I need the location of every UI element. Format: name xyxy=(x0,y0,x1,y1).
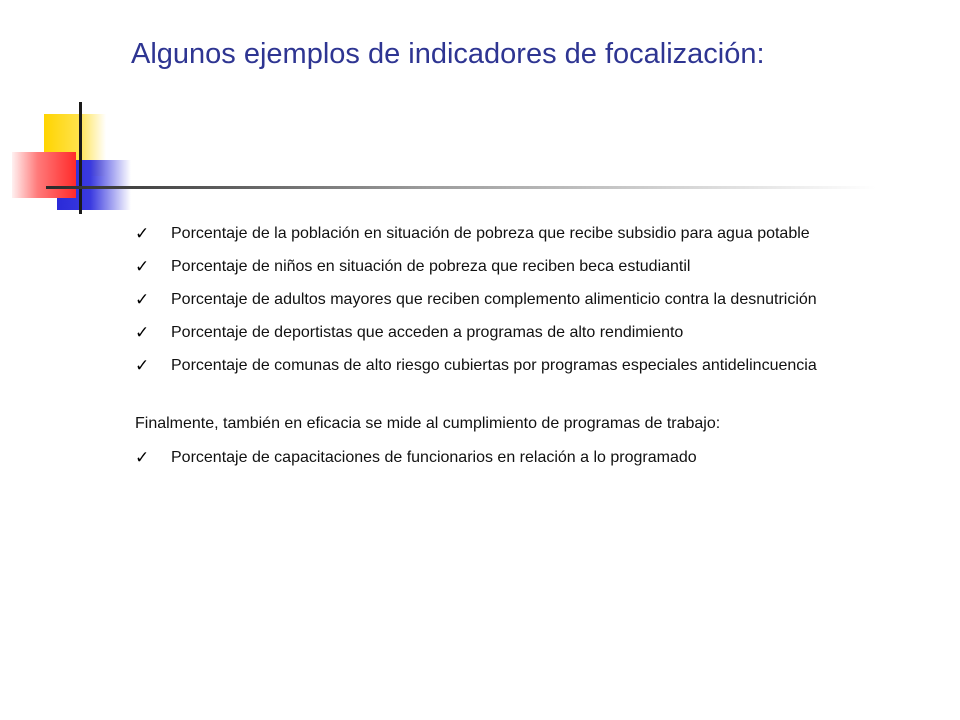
checkmark-icon: ✓ xyxy=(135,323,150,343)
checkmark-icon: ✓ xyxy=(135,356,150,376)
list-item-text: Porcentaje de adultos mayores que reciben complemento alimenticio contra la desnutrición xyxy=(171,291,817,308)
checkmark-icon: ✓ xyxy=(135,448,150,468)
checkmark-icon: ✓ xyxy=(135,290,150,310)
decor-horizontal-line xyxy=(46,186,876,189)
list-item-text: Porcentaje de deportistas que acceden a programas de alto rendimiento xyxy=(171,324,684,341)
list-item-text: Porcentaje de comunas de alto riesgo cubiertas por programas especiales antidelincuencia xyxy=(171,357,817,374)
list-item xyxy=(135,446,875,470)
list-item xyxy=(135,222,875,246)
decor-red-square xyxy=(12,152,76,198)
checkmark-icon: ✓ xyxy=(135,224,150,244)
slide-title: Algunos ejemplos de indicadores de focalización: xyxy=(131,38,765,70)
list-item xyxy=(135,288,875,312)
closing-paragraph: Finalmente, también en eficacia se mide al cumplimiento de programas de trabajo: xyxy=(135,415,721,432)
checkmark-icon: ✓ xyxy=(135,257,150,277)
list-item xyxy=(135,321,875,345)
list-item-text: Porcentaje de niños en situación de pobreza que reciben beca estudiantil xyxy=(171,258,691,275)
indicator-list xyxy=(135,222,875,378)
decor-vertical-line xyxy=(79,102,82,214)
list-item xyxy=(135,255,875,279)
slide-content xyxy=(135,222,875,480)
list-item-text: Porcentaje de la población en situación de pobreza que recibe subsidio para agua potable xyxy=(171,225,810,242)
list-item-text: Porcentaje de capacitaciones de funcionarios en relación a lo programado xyxy=(171,449,697,466)
list-item xyxy=(135,354,875,378)
final-list xyxy=(135,446,875,470)
